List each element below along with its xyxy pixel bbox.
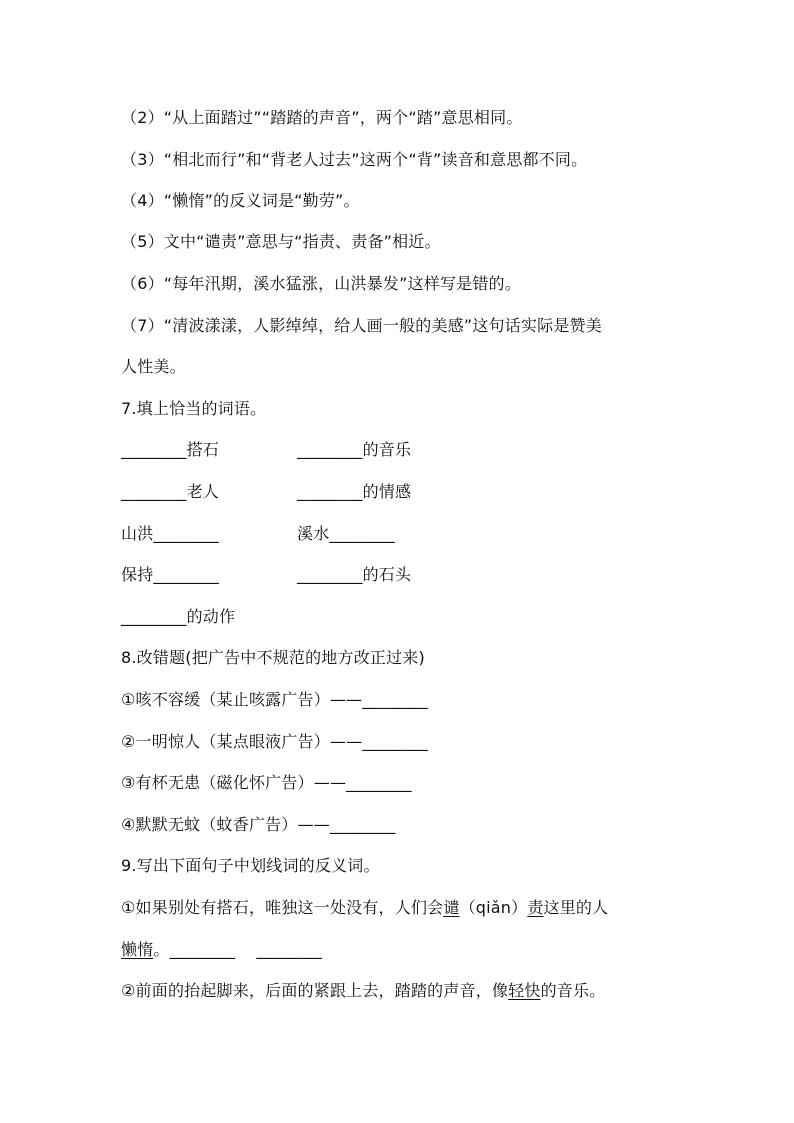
q6-item-7: （7）“清波漾漾，人影绰绰，给人画一般的美感”这句话实际是赞美 (121, 316, 602, 335)
q6-item-5: （5）文中“谴责”意思与“指责、责备”相近。 (121, 232, 441, 251)
q7-blank-r3c1: 山洪________ (121, 524, 220, 543)
q9-s1-pinyin: （qiǎn） (459, 898, 528, 917)
q9-s1-underlined-1: 谴 (443, 898, 460, 917)
q7-blank-r2c1: ________老人 (121, 482, 220, 501)
q9-sentence-1-cont (121, 938, 322, 962)
q9-s2-after: 的音乐。 (540, 981, 606, 1000)
q9-sentence-1 (121, 896, 608, 920)
q6-item-3: （3）“相北而行”和“背老人过去”这两个“背”读音和意思都不同。 (121, 150, 588, 169)
q6-item-2: （2）“从上面踏过”“踏踏的声音”，两个“踏”意思相同。 (121, 108, 523, 127)
q6-item-4: （4）“懒惰”的反义词是“勤劳”。 (121, 191, 360, 210)
q7-title: 7.填上恰当的词语。 (121, 399, 267, 418)
q7-blank-r3c2: 溪水________ (297, 524, 396, 543)
q9-s1-underlined-2: 责 (527, 898, 544, 917)
q7-blank-r1c1: ________搭石 (121, 440, 220, 459)
q7-blank-r5c1: ________的动作 (121, 607, 236, 626)
q7-blank-r4c1: 保持________ (121, 565, 220, 584)
q7-blank-r4c2: ________的石头 (297, 565, 412, 584)
q7-blank-r2c2: ________的情感 (297, 482, 412, 501)
q9-s2-before: ②前面的抬起脚来，后面的紧跟上去，踏踏的声音，像 (121, 981, 509, 1000)
q9-title: 9.写出下面句子中划线词的反义词。 (121, 856, 380, 875)
q9-sentence-2 (121, 979, 605, 1003)
q8-title: 8.改错题(把广告中不规范的地方改正过来) (121, 648, 425, 667)
q8-item-3: ③有杯无患（磁化怀广告）——________ (121, 773, 412, 792)
q6-item-6: （6）“每年汛期，溪水猛涨，山洪暴发”这样写是错的。 (121, 274, 521, 293)
q9-s1-after: 这里的人 (543, 898, 609, 917)
q9-s1-underlined-3: 懒惰 (121, 940, 154, 959)
q8-item-4: ④默默无蚊（蚊香广告）——________ (121, 815, 396, 834)
q8-item-1: ①咳不容缓（某止咳露广告）——________ (121, 690, 428, 709)
q6-item-7-cont: 人性美。 (121, 357, 186, 376)
q9-s1-answer-blanks: 。________ ________ (153, 940, 322, 959)
q9-s2-underlined: 轻快 (508, 981, 541, 1000)
q8-item-2: ②一明惊人（某点眼液广告）——________ (121, 732, 428, 751)
q9-s1-before: ①如果别处有搭石，唯独这一处没有，人们会 (121, 898, 444, 917)
q7-blank-r1c2: ________的音乐 (297, 440, 412, 459)
